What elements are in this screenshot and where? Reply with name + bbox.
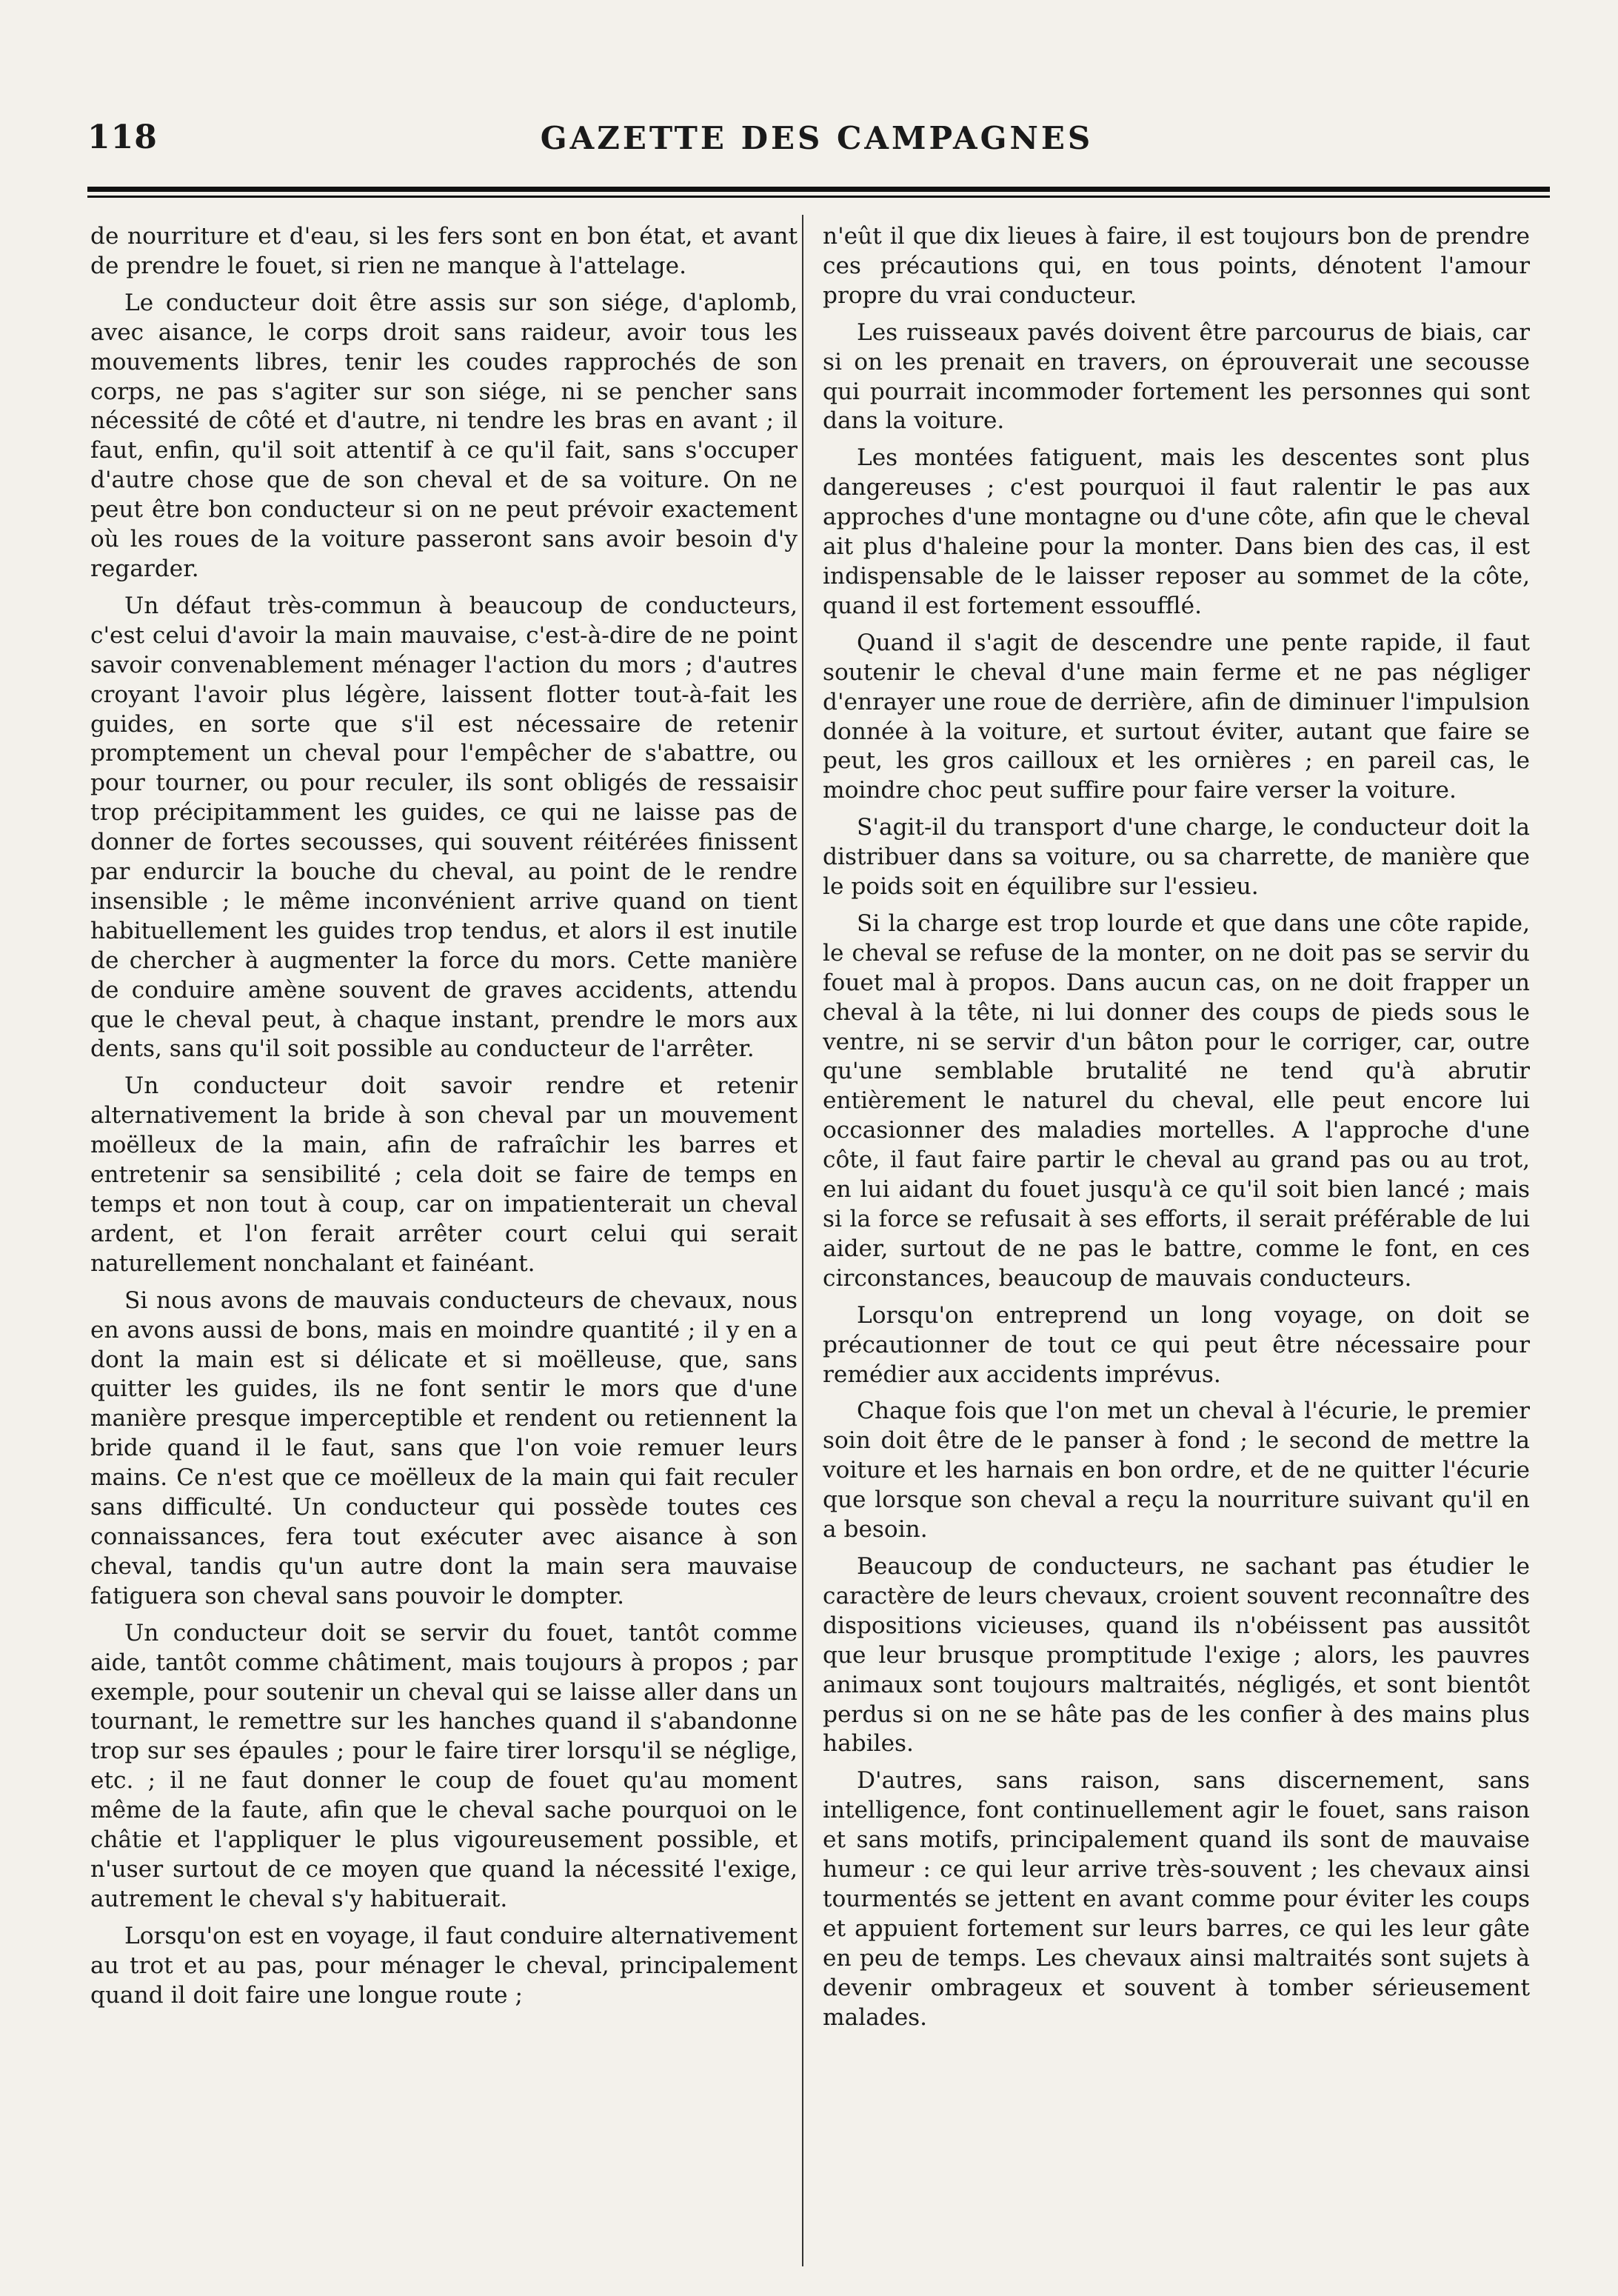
right-column bbox=[823, 222, 1530, 2266]
paragraph: Un défaut très-commun à beaucoup de conducteurs, c'est celui d'avoir la main mauvaise, c'est-à-dire de ne point savoir convenablement ménager l'action du mors ; d'autres croyant l'avoir plus légère, laissent flotter tout-à-fait les guides, en sorte que s'il est nécessaire de retenir promptement un cheval pour l'empêcher de s'abattre, ou pour tourner, ou pour reculer, ils sont obligés de ressaisir trop précipitamment les guides, ce qui ne laisse pas de donner de fortes secousses, qui souvent réitérées finissent par endurcir la bouche du cheval, au point de le rendre insensible ; le même inconvénient arrive quand on tient habituellement les guides trop tendus, et alors il est inutile de chercher à augmenter la force du mors. Cette manière de conduire amène souvent de graves accidents, attendu que le cheval peut, à chaque instant, prendre le mors aux dents, sans qu'il soit possible au conducteur de l'arrêter. bbox=[90, 592, 798, 1063]
left-column bbox=[90, 222, 798, 2266]
paragraph: Lorsqu'on est en voyage, il faut conduire alternativement au trot et au pas, pour ménager le cheval, principalement quand il doit faire une longue route ; bbox=[90, 1922, 798, 2009]
paragraph: de nourriture et d'eau, si les fers sont en bon état, et avant de prendre le fouet, si rien ne manque à l'attelage. bbox=[90, 223, 798, 279]
paragraph: Quand il s'agit de descendre une pente rapide, il faut soutenir le cheval d'une main ferme et ne pas négliger d'enrayer une roue de derrière, afin de diminuer l'impulsion donnée à la voiture, et surtout éviter, autant que faire se peut, les gros cailloux et les ornières ; en pareil cas, le moindre choc peut suffire pour faire verser la voiture. bbox=[823, 629, 1530, 804]
paragraph: Un conducteur doit savoir rendre et retenir alternativement la bride à son cheval par un mouvement moëlleux de la main, afin de rafraîchir les barres et entretenir sa sensibilité ; cela doit se faire de temps en temps et non tout à coup, car on impatienterait un cheval ardent, et l'on ferait arrêter court celui qui serait naturellement nonchalant et fainéant. bbox=[90, 1072, 798, 1277]
page-number: 118 bbox=[87, 119, 158, 156]
paragraph: Si la charge est trop lourde et que dans une côte rapide, le cheval se refuse de la monter, on ne doit pas se servir du fouet mal à propos. Dans aucun cas, on ne doit frapper un cheval à la tête, ni lui donner des coups de pieds sous le ventre, ni se servir d'un bâton pour le corriger, car, outre qu'une semblable brutalité ne tend qu'à abrutir entièrement le naturel du cheval, elle peut encore lui occasionner des maladies mortelles. A l'approche d'une côte, il faut faire partir le cheval au grand pas ou au trot, en lui aidant du fouet jusqu'à ce qu'il soit bien lancé ; mais si la force se refusait à ses efforts, il serait préférable de lui aider, surtout de ne pas le battre, comme le font, en ces circonstances, beaucoup de mauvais conducteurs. bbox=[823, 910, 1530, 1292]
paragraph: Si nous avons de mauvais conducteurs de chevaux, nous en avons aussi de bons, mais en moindre quantité ; il y en a dont la main est si délicate et si moëlleuse, que, sans quitter les guides, ils ne font sentir le mors que d'une manière presque imperceptible et rendent ou retiennent la bride quand il le faut, sans que l'on voie remuer leurs mains. Ce n'est que ce moëlleux de la main qui fait reculer sans difficulté. Un conducteur qui possède toutes ces connaissances, fera tout exécuter avec aisance à son cheval, tandis qu'un autre dont la main sera mauvaise fatiguera son cheval sans pouvoir le dompter. bbox=[90, 1287, 798, 1609]
paragraph: D'autres, sans raison, sans discernement, sans intelligence, font continuellement agir le fouet, sans raison et sans motifs, principalement quand ils sont de mauvaise humeur : ce qui leur arrive très-souvent ; les chevaux ainsi tourmentés se jettent en avant comme pour éviter les coups et appuient fortement sur leurs barres, ce qui les leur gâte en peu de temps. Les chevaux ainsi maltraités sont sujets à devenir ombrageux et souvent à tomber sérieusement malades. bbox=[823, 1767, 1530, 2031]
paragraph: Les ruisseaux pavés doivent être parcourus de biais, car si on les prenait en travers, on éprouverait une secousse qui pourrait incommoder fortement les personnes qui sont dans la voiture. bbox=[823, 318, 1530, 435]
paragraph: S'agit-il du transport d'une charge, le conducteur doit la distribuer dans sa voiture, ou sa charrette, de manière que le poids soit en équilibre sur l'essieu. bbox=[823, 814, 1530, 901]
paragraph: Beaucoup de conducteurs, ne sachant pas étudier le caractère de leurs chevaux, croient souvent reconnaître des dispositions vicieuses, quand ils n'obéissent pas aussitôt que leur brusque promptitude l'exige ; alors, les pauvres animaux sont toujours maltraités, négligés, et sont bientôt perdus si on ne se hâte pas de les confier à des mains plus habiles. bbox=[823, 1552, 1530, 1758]
paragraph: n'eût il que dix lieues à faire, il est toujours bon de prendre ces précautions qui, en tous points, dénotent l'amour propre du vrai conducteur. bbox=[823, 223, 1530, 309]
paragraph: Les montées fatiguent, mais les descentes sont plus dangereuses ; c'est pourquoi il faut ralentir le pas aux approches d'une montagne ou d'une côte, afin que le cheval ait plus d'haleine pour la monter. Dans bien des cas, il est indispensable de le laisser reposer au sommet de la côte, quand il est fortement essoufflé. bbox=[823, 444, 1530, 619]
header-rule-thin bbox=[87, 196, 1550, 198]
header-rule bbox=[87, 187, 1550, 192]
journal-title: GAZETTE DES CAMPAGNES bbox=[540, 120, 1094, 156]
page-header bbox=[87, 111, 1546, 163]
paragraph: Un conducteur doit se servir du fouet, tantôt comme aide, tantôt comme châtiment, mais toujours à propos ; par exemple, pour soutenir un cheval qui se laisse aller dans un tournant, le remettre sur les hanches quand il s'abandonne trop sur ses épaules ; pour le faire tirer lorsqu'il se néglige, etc. ; il ne faut donner le coup de fouet qu'au moment même de la faute, afin que le cheval sache pourquoi on le châtie et l'appliquer le plus vigoureusement possible, et n'user surtout de ce moyen que quand la nécessité l'exige, autrement le cheval s'y habituerait. bbox=[90, 1619, 798, 1912]
paragraph: Lorsqu'on entreprend un long voyage, on doit se précautionner de tout ce qui peut être nécessaire pour remédier aux accidents imprévus. bbox=[823, 1301, 1530, 1388]
paragraph: Le conducteur doit être assis sur son siége, d'aplomb, avec aisance, le corps droit sans raideur, avoir tous les mouvements libres, tenir les coudes rapprochés de son corps, ne pas s'agiter sur son siége, ni se pencher sans nécessité de côté et d'autre, ni tendre les bras en avant ; il faut, enfin, qu'il soit attentif à ce qu'il fait, sans s'occuper d'autre chose que de son cheval et de sa voiture. On ne peut être bon conducteur si on ne peut prévoir exactement où les roues de la voiture passeront sans avoir besoin d'y regarder. bbox=[90, 289, 798, 582]
column-divider bbox=[802, 215, 803, 2266]
paragraph: Chaque fois que l'on met un cheval à l'écurie, le premier soin doit être de le panser à fond ; le second de mettre la voiture et les harnais en bon ordre, et de ne quitter l'écurie que lorsque son cheval a reçu la nourriture suivant qu'il en a besoin. bbox=[823, 1398, 1530, 1544]
